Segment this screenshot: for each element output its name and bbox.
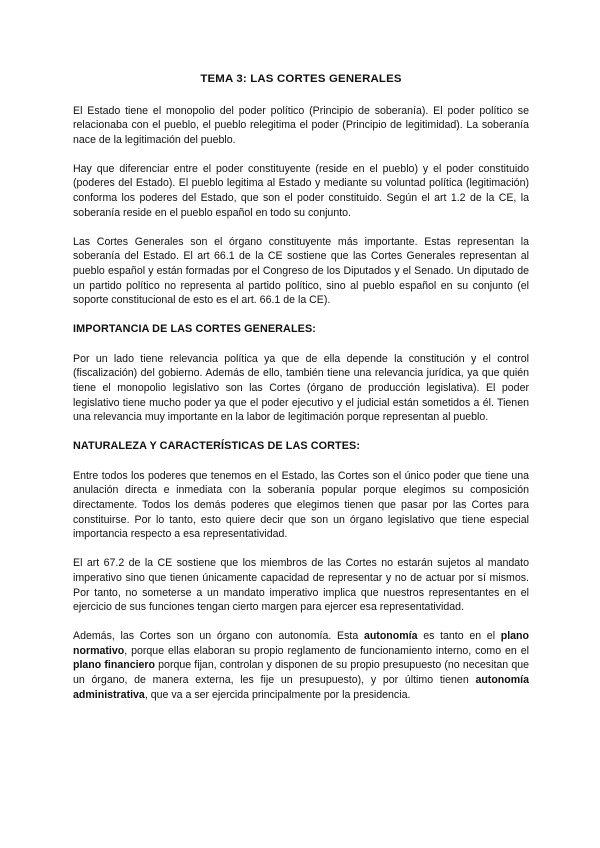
text-run: , porque ellas elaboran su propio reglamento de funcionamiento interno, como en el (124, 644, 529, 657)
naturaleza-paragraph-3 (73, 629, 529, 702)
text-run: Además, las Cortes son un órgano con autonomía. Esta (73, 630, 364, 643)
text-run: , que va a ser ejercida principalmente por la presidencia. (144, 688, 411, 701)
document-body (73, 72, 529, 717)
section-heading-importancia: IMPORTANCIA DE LAS CORTES GENERALES: (73, 323, 316, 336)
text-run: porque fijan, controlan y disponen de su propio presupuesto (no necesitan que un órgano, de manera externa, les fije un presupuesto), y por último tienen (73, 659, 529, 686)
naturaleza-paragraph-2: El art 67.2 de la CE sostiene que los miembros de las Cortes no estarán sujetos al mandato imperativo sino que tienen únicamente capacidad de representar y no de actuar por sí mismos. Por tanto, no someterse a un mandato imperativo implica que nuestros representantes en el ejercicio de sus funciones tengan cierto margen para ejercer esa representatividad. (73, 557, 529, 614)
text-run: es tanto en el (417, 630, 501, 643)
intro-paragraph-2: Hay que diferenciar entre el poder constituyente (reside en el pueblo) y el poder constituido (poderes del Estado). El pueblo legitima al Estado y mediante su voluntad política (legitimación) conforma los poderes del Estado, que son el poder constituido. Según el art 1.2 de la CE, la soberanía reside en el pueblo español en todo su conjunto. (73, 162, 529, 219)
importancia-paragraph: Por un lado tiene relevancia política ya que de ella depende la constitución y el control (fiscalización) del gobierno. Además de ello, también tiene una relevancia jurídica, ya que quién tiene el monopolio legislativo son las Cortes (órgano de producción legislativa). El poder legislativo tiene mucho poder ya que el poder ejecutivo y el judicial están sometidos a él. Tienen una relevancia muy importante en la labor de legitimación porque representan al pueblo. (73, 352, 529, 424)
page-title: TEMA 3: LAS CORTES GENERALES (200, 73, 402, 85)
intro-paragraph-1: El Estado tiene el monopolio del poder político (Principio de soberanía). El poder político se relacionaba con el pueblo, el pueblo relegitima el poder (Principio de legitimidad). La soberanía nace de la legitimación del pueblo. (73, 104, 529, 146)
intro-paragraph-3: Las Cortes Generales son el órgano constituyente más importante. Estas representan la soberanía del Estado. El art 66.1 de la CE sostiene que las Cortes Generales representan al pueblo español y están formadas por el Congreso de los Diputados y el Senado. Un diputado de un partido político no representa al partido político, sino al pueblo español en su conjunto (el soporte constitucional de esto es el art. 66.1 de la CE). (73, 235, 529, 307)
bold-term-plano-normativo: plano normativo (73, 630, 529, 657)
section-heading-naturaleza: NATURALEZA Y CARACTERÍSTICAS DE LAS CORTES: (73, 440, 361, 453)
bold-term-plano-financiero: plano financiero (73, 659, 156, 672)
naturaleza-paragraph-1: Entre todos los poderes que tenemos en el Estado, las Cortes son el único poder que tiene una anulación directa e inmediata con la soberanía popular porque elegimos su composición directamente. Todos los demás poderes que elegimos tienen que pasar por las Cortes para constituirse. Por lo tanto, esto quiere decir que son un órgano legislativo que tiene especial importancia respecto a esa representatividad. (73, 469, 529, 541)
bold-term-autonomia: autonomía (363, 630, 418, 643)
bold-term-autonomia-administrativa: autonomía administrativa (73, 674, 529, 701)
